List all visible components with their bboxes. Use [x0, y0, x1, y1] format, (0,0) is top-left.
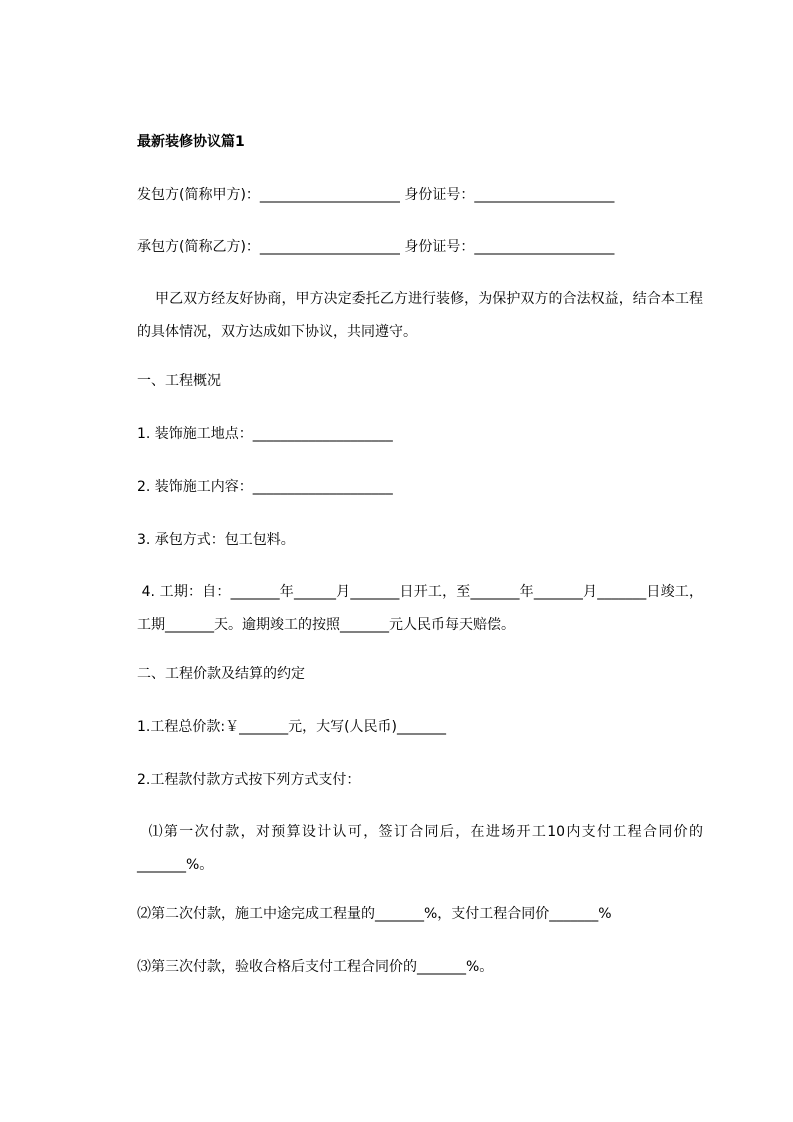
payment-2: ⑵第二次付款，施工中途完成工程量的_______%，支付工程合同价_______% — [137, 906, 612, 922]
section-1-item-1: 1. 装饰施工地点：____________________ — [137, 426, 393, 442]
section-1-heading: 一、工程概况 — [137, 373, 221, 389]
section-2-item-1: 1.工程总价款:￥_______元，大写(人民币)_______ — [137, 719, 446, 735]
payment-3: ⑶第三次付款，验收合格后支付工程合同价的_______%。 — [137, 959, 494, 975]
document-title: 最新装修协议篇1 — [137, 134, 245, 150]
section-1-item-4: 4. 工期：自：_______年______月_______日开工，至_______年_______月_______日竣工，工期_______天。逾期竣工的按照_______元人民币每天赔偿。 — [137, 584, 703, 633]
party-b-line: 承包方(简称乙方)：____________________ 身份证号：____________________ — [137, 239, 615, 255]
section-2-item-2: 2.工程款付款方式按下列方式支付： — [137, 772, 361, 788]
intro-paragraph: 甲乙双方经友好协商，甲方决定委托乙方进行装修，为保护双方的合法权益，结合本工程的具体情况，双方达成如下协议，共同遵守。 — [137, 291, 703, 340]
payment-1: ⑴第一次付款，对预算设计认可，签订合同后，在进场开工10内支付工程合同价的_______%。 — [137, 824, 704, 873]
section-1-item-2: 2. 装饰施工内容：____________________ — [137, 479, 393, 495]
party-a-line: 发包方(简称甲方)：____________________ 身份证号：____________________ — [137, 187, 615, 203]
section-2-heading: 二、工程价款及结算的约定 — [137, 666, 305, 682]
section-1-item-3: 3. 承包方式：包工包料。 — [137, 532, 295, 548]
